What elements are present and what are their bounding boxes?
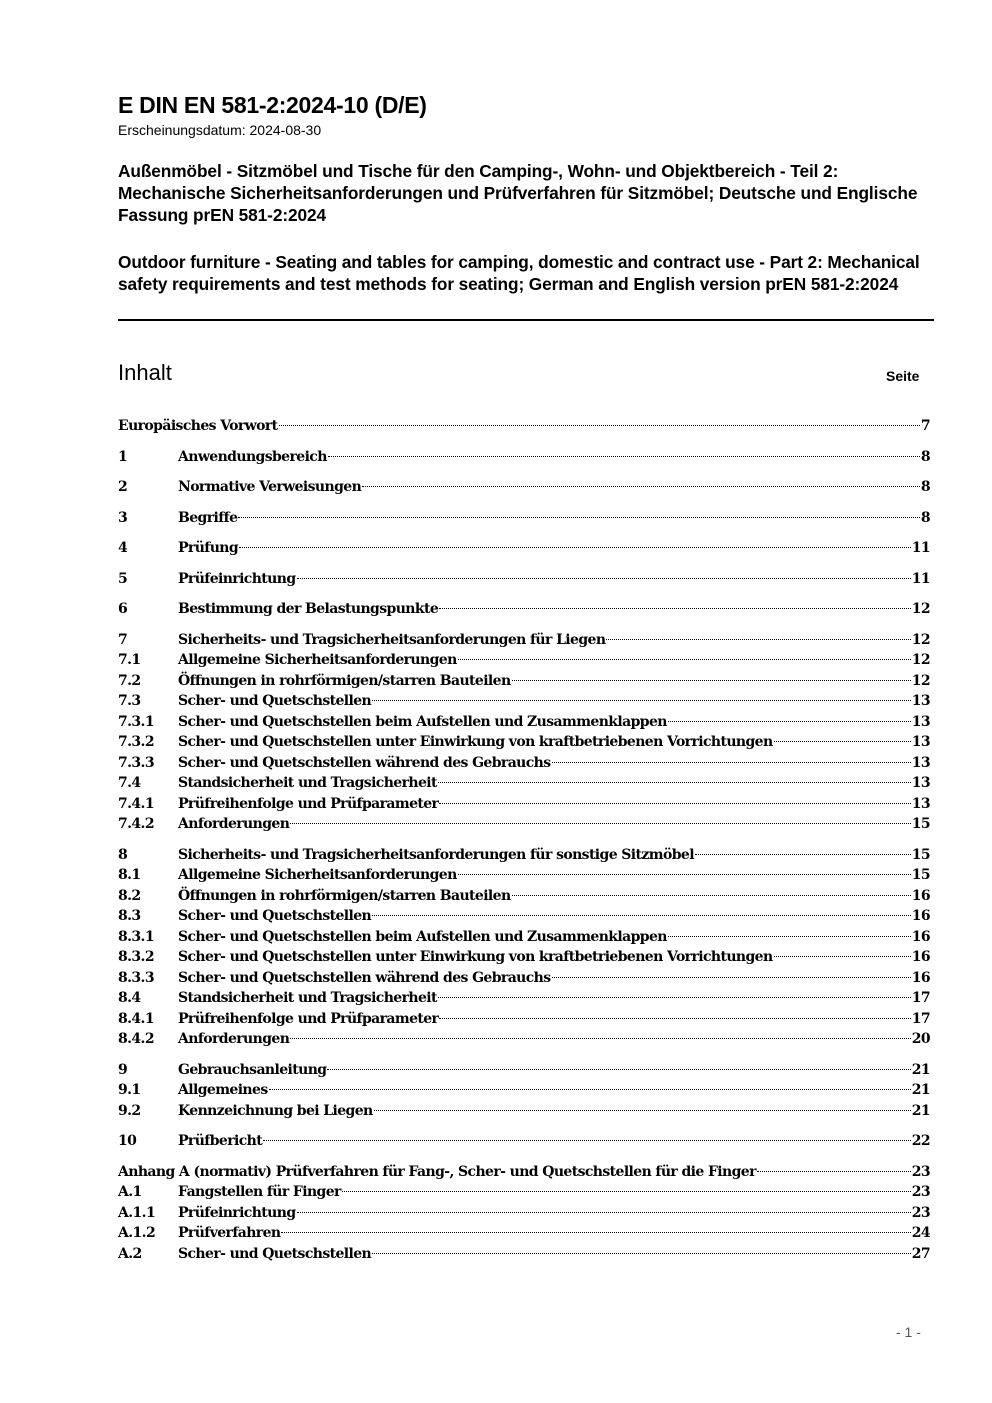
toc-entry-title: Scher- und Quetschstellen (178, 693, 372, 709)
toc-entry-number: A.1.2 (118, 1225, 156, 1241)
title-divider (118, 319, 934, 321)
toc-leader-dots (438, 782, 911, 783)
toc-entry-title: Allgemeine Sicherheitsanforderungen (178, 652, 457, 668)
toc-entry-page: 16 (911, 887, 930, 904)
toc-entry-title: Scher- und Quetschstellen beim Aufstellen und Zusammenklappen (178, 713, 667, 730)
page-number: - 1 - (896, 1324, 921, 1340)
toc-leader-dots (372, 1253, 911, 1254)
toc-entry[interactable] (118, 1080, 930, 1101)
toc-entry[interactable] (118, 416, 930, 437)
toc-entry[interactable] (118, 814, 930, 835)
toc-leader-dots (668, 721, 911, 722)
toc-entry-title: Standsicherheit und Tragsicherheit (178, 990, 437, 1006)
toc-leader-dots (297, 578, 911, 579)
toc-entry-page: 23 (911, 1163, 930, 1180)
toc-entry-number: A.1 (118, 1184, 142, 1200)
toc-entry-number: 8.3.2 (118, 949, 154, 965)
toc-entry-page: 23 (911, 1204, 930, 1221)
toc-entry-number: 8.3.1 (118, 928, 154, 945)
toc-leader-dots (342, 1191, 911, 1192)
toc-leader-dots (374, 1110, 911, 1111)
toc-entry-number: 8.4.2 (118, 1031, 154, 1047)
toc-entry-title: Scher- und Quetschstellen während des Gebrauchs (178, 969, 551, 986)
toc-entry-page: 16 (911, 969, 930, 986)
publication-date: Erscheinungsdatum: 2024-08-30 (118, 122, 322, 138)
toc-entry-number: 7.3.3 (118, 754, 154, 771)
toc-leader-dots (328, 456, 920, 457)
toc-entry[interactable] (118, 477, 930, 498)
toc-entry-number: 6 (118, 601, 128, 617)
toc-entry-title: Scher- und Quetschstellen beim Aufstellen und Zusammenklappen (178, 928, 667, 945)
toc-entry-title: Scher- und Quetschstellen während des Gebrauchs (178, 754, 551, 771)
toc-entry[interactable] (118, 794, 930, 815)
toc-entry-number: A.2 (118, 1245, 142, 1262)
toc-leader-dots (290, 1038, 910, 1039)
toc-entry[interactable] (118, 947, 930, 968)
toc-entry-title: Begriffe (178, 509, 238, 526)
toc-entry-title: Prüfeinrichtung (178, 1204, 296, 1221)
title-german: Außenmöbel - Sitzmöbel und Tische für den Camping-, Wohn- und Objektbereich - Teil 2: Mechanische Sicherheitsanforderungen und Prüfverfahren für Sitzmöbel; Deutsche und Englische Fassung prEN 581-2:2024 (118, 161, 918, 225)
toc-entry-title: Prüfeinrichtung (178, 570, 296, 587)
toc-leader-dots (439, 803, 910, 804)
toc-leader-dots (327, 1069, 910, 1070)
toc-entry-number: 7.2 (118, 672, 141, 689)
toc-entry-number: 2 (118, 479, 128, 495)
toc-leader-dots (279, 425, 920, 426)
toc-entry-title: Allgemeines (178, 1082, 268, 1098)
toc-entry-title: Anwendungsbereich (178, 448, 327, 465)
toc-entry-page: 11 (911, 540, 930, 556)
toc-entry-title: Scher- und Quetschstellen (178, 908, 372, 924)
toc-entry[interactable] (118, 691, 930, 712)
toc-entry-number: 9.2 (118, 1102, 141, 1119)
toc-entry-number: 7.1 (118, 652, 141, 668)
toc-entry-number: 1 (118, 448, 128, 465)
toc-entry[interactable] (118, 650, 930, 671)
toc-entry-page: 23 (911, 1184, 930, 1200)
table-of-contents (118, 416, 930, 1264)
toc-entry[interactable] (118, 508, 930, 529)
toc-entry-title: Kennzeichnung bei Liegen (178, 1102, 373, 1119)
toc-leader-dots (458, 659, 911, 660)
toc-entry-title: Scher- und Quetschstellen unter Einwirkung von kraftbetriebenen Vorrichtungen (178, 734, 773, 750)
toc-entry[interactable] (118, 1182, 930, 1203)
toc-entry-page: 7 (920, 418, 930, 434)
toc-entry-page: 8 (920, 479, 930, 495)
toc-entry-number: 7.4 (118, 775, 141, 791)
toc-entry-page: 21 (911, 1082, 930, 1098)
toc-entry-page: 21 (911, 1061, 930, 1078)
toc-entry-number: 7.3.2 (118, 734, 154, 750)
toc-entry-number: 8.4.1 (118, 1010, 154, 1027)
toc-leader-dots (281, 1232, 910, 1233)
toc-entry-number: 4 (118, 540, 128, 556)
toc-leader-dots (668, 936, 911, 937)
toc-entry[interactable] (118, 569, 930, 590)
toc-entry-page: 17 (911, 1010, 930, 1027)
toc-entry-page: 8 (920, 448, 930, 465)
toc-leader-dots (458, 874, 911, 875)
toc-entry-number: 7.4.1 (118, 795, 154, 812)
toc-entry-title: Anforderungen (178, 1031, 290, 1047)
toc-entry-number: 7.4.2 (118, 816, 154, 832)
toc-entry-number: 8.3.3 (118, 969, 154, 986)
toc-entry-number: 8.2 (118, 887, 141, 904)
toc-entry-title: Bestimmung der Belastungspunkte (178, 601, 439, 617)
toc-entry[interactable] (118, 447, 930, 468)
toc-leader-dots (512, 895, 911, 896)
toc-entry-page: 20 (911, 1031, 930, 1047)
toc-entry-number: A.1.1 (118, 1204, 156, 1221)
toc-entry-page: 13 (911, 734, 930, 750)
toc-entry[interactable] (118, 712, 930, 733)
toc-entry-title: Allgemeine Sicherheitsanforderungen (178, 867, 457, 883)
toc-entry[interactable] (118, 773, 930, 794)
toc-entry-title: Scher- und Quetschstellen (178, 1245, 372, 1262)
toc-leader-dots (362, 486, 920, 487)
toc-entry[interactable] (118, 1223, 930, 1244)
toc-entry[interactable] (118, 1101, 930, 1122)
toc-leader-dots (774, 956, 911, 957)
toc-entry[interactable] (118, 538, 930, 559)
toc-entry-title: Standsicherheit und Tragsicherheit (178, 775, 437, 791)
toc-leader-dots (552, 977, 911, 978)
toc-entry[interactable] (118, 927, 930, 948)
toc-entry-page: 13 (911, 754, 930, 771)
toc-leader-dots (372, 915, 911, 916)
toc-entry[interactable] (118, 845, 930, 866)
toc-entry-number: 3 (118, 509, 128, 526)
toc-entry[interactable] (118, 1203, 930, 1224)
toc-entry-page: 16 (911, 908, 930, 924)
toc-entry[interactable] (118, 906, 930, 927)
toc-entry-title: Öffnungen in rohrförmigen/starren Bauteilen (178, 887, 511, 904)
toc-entry-page: 27 (911, 1245, 930, 1262)
toc-entry[interactable] (118, 1060, 930, 1081)
toc-entry-page: 12 (911, 672, 930, 689)
title-english: Outdoor furniture - Seating and tables for camping, domestic and contract use - Part 2: Mechanical safety requirements and test methods for seating; German and English version prEN 581-2:2024 (118, 252, 920, 294)
toc-entry-page: 8 (920, 509, 930, 526)
toc-entry-page: 13 (911, 693, 930, 709)
toc-entry-page: 11 (911, 570, 930, 587)
toc-leader-dots (372, 700, 911, 701)
toc-entry-title: Sicherheits- und Tragsicherheitsanforderungen für sonstige Sitzmöbel (178, 846, 694, 863)
toc-leader-dots (512, 680, 911, 681)
toc-entry-number: 5 (118, 570, 128, 587)
toc-leader-dots (695, 854, 911, 855)
toc-entry[interactable] (118, 865, 930, 886)
toc-entry-page: 17 (911, 990, 930, 1006)
toc-leader-dots (269, 1089, 911, 1090)
toc-entry[interactable] (118, 630, 930, 651)
toc-entry-page: 12 (911, 601, 930, 617)
toc-entry[interactable] (118, 1131, 930, 1152)
toc-entry-page: 16 (911, 949, 930, 965)
toc-entry[interactable] (118, 968, 930, 989)
toc-entry-page: 15 (911, 846, 930, 863)
toc-entry-title: Gebrauchsanleitung (178, 1061, 327, 1078)
toc-entry[interactable] (118, 1009, 930, 1030)
toc-entry[interactable] (118, 1244, 930, 1265)
toc-leader-dots (774, 741, 911, 742)
toc-entry-page: 21 (911, 1102, 930, 1119)
toc-entry[interactable] (118, 1029, 930, 1050)
toc-entry-number: 8 (118, 846, 128, 863)
toc-entry-page: 13 (911, 795, 930, 812)
toc-leader-dots (239, 547, 911, 548)
toc-entry[interactable] (118, 732, 930, 753)
toc-entry-title: Prüfreihenfolge und Prüfparameter (178, 795, 439, 812)
toc-leader-dots (439, 1018, 910, 1019)
document-id: E DIN EN 581-2:2024-10 (D/E) (118, 92, 427, 118)
toc-leader-dots (439, 608, 911, 609)
toc-entry-number: 7.3 (118, 693, 141, 709)
toc-heading: Inhalt (118, 360, 172, 385)
toc-page-column-label: Seite (886, 368, 920, 384)
toc-entry-title: Prüfverfahren (178, 1225, 281, 1241)
toc-entry-number: 9.1 (118, 1082, 141, 1098)
toc-entry-title: Prüfung (178, 540, 239, 556)
toc-entry[interactable] (118, 599, 930, 620)
toc-entry[interactable] (118, 671, 930, 692)
toc-leader-dots (297, 1212, 911, 1213)
toc-leader-dots (290, 823, 910, 824)
toc-entry[interactable] (118, 886, 930, 907)
toc-entry-number: 8.3 (118, 908, 141, 924)
toc-leader-dots (757, 1171, 911, 1172)
toc-entry-page: 22 (911, 1133, 930, 1149)
toc-leader-dots (238, 517, 919, 518)
toc-entry-title: Fangstellen für Finger (178, 1184, 341, 1200)
toc-entry-title: Normative Verweisungen (178, 479, 362, 495)
toc-entry-page: 12 (911, 631, 930, 648)
toc-entry-number: 8.4 (118, 990, 141, 1006)
toc-entry-title: Scher- und Quetschstellen unter Einwirkung von kraftbetriebenen Vorrichtungen (178, 949, 773, 965)
toc-leader-dots (438, 997, 911, 998)
toc-entry-title: Anforderungen (178, 816, 290, 832)
toc-entry[interactable] (118, 1162, 930, 1183)
toc-entry-title: Europäisches Vorwort (118, 418, 278, 434)
toc-entry[interactable] (118, 988, 930, 1009)
toc-leader-dots (263, 1140, 911, 1141)
toc-leader-dots (552, 762, 911, 763)
toc-entry-page: 16 (911, 928, 930, 945)
toc-entry-number: 9 (118, 1061, 128, 1078)
toc-entry-title: Sicherheits- und Tragsicherheitsanforderungen für Liegen (178, 631, 606, 648)
toc-entry-number: 7.3.1 (118, 713, 154, 730)
toc-entry-title: Prüfbericht (178, 1133, 263, 1149)
toc-entry-number: 10 (118, 1133, 137, 1149)
toc-entry-page: 12 (911, 652, 930, 668)
toc-entry-page: 15 (911, 816, 930, 832)
toc-entry-title: Anhang A (normativ) Prüfverfahren für Fang-, Scher- und Quetschstellen für die Finger (118, 1163, 756, 1180)
toc-entry-page: 13 (911, 713, 930, 730)
toc-leader-dots (606, 639, 910, 640)
toc-entry-title: Prüfreihenfolge und Prüfparameter (178, 1010, 439, 1027)
toc-entry-page: 24 (911, 1225, 930, 1241)
toc-entry-number: 7 (118, 631, 128, 648)
toc-entry-number: 8.1 (118, 867, 141, 883)
toc-entry-title: Öffnungen in rohrförmigen/starren Bauteilen (178, 672, 511, 689)
toc-entry[interactable] (118, 753, 930, 774)
toc-entry-page: 13 (911, 775, 930, 791)
toc-entry-page: 15 (911, 867, 930, 883)
